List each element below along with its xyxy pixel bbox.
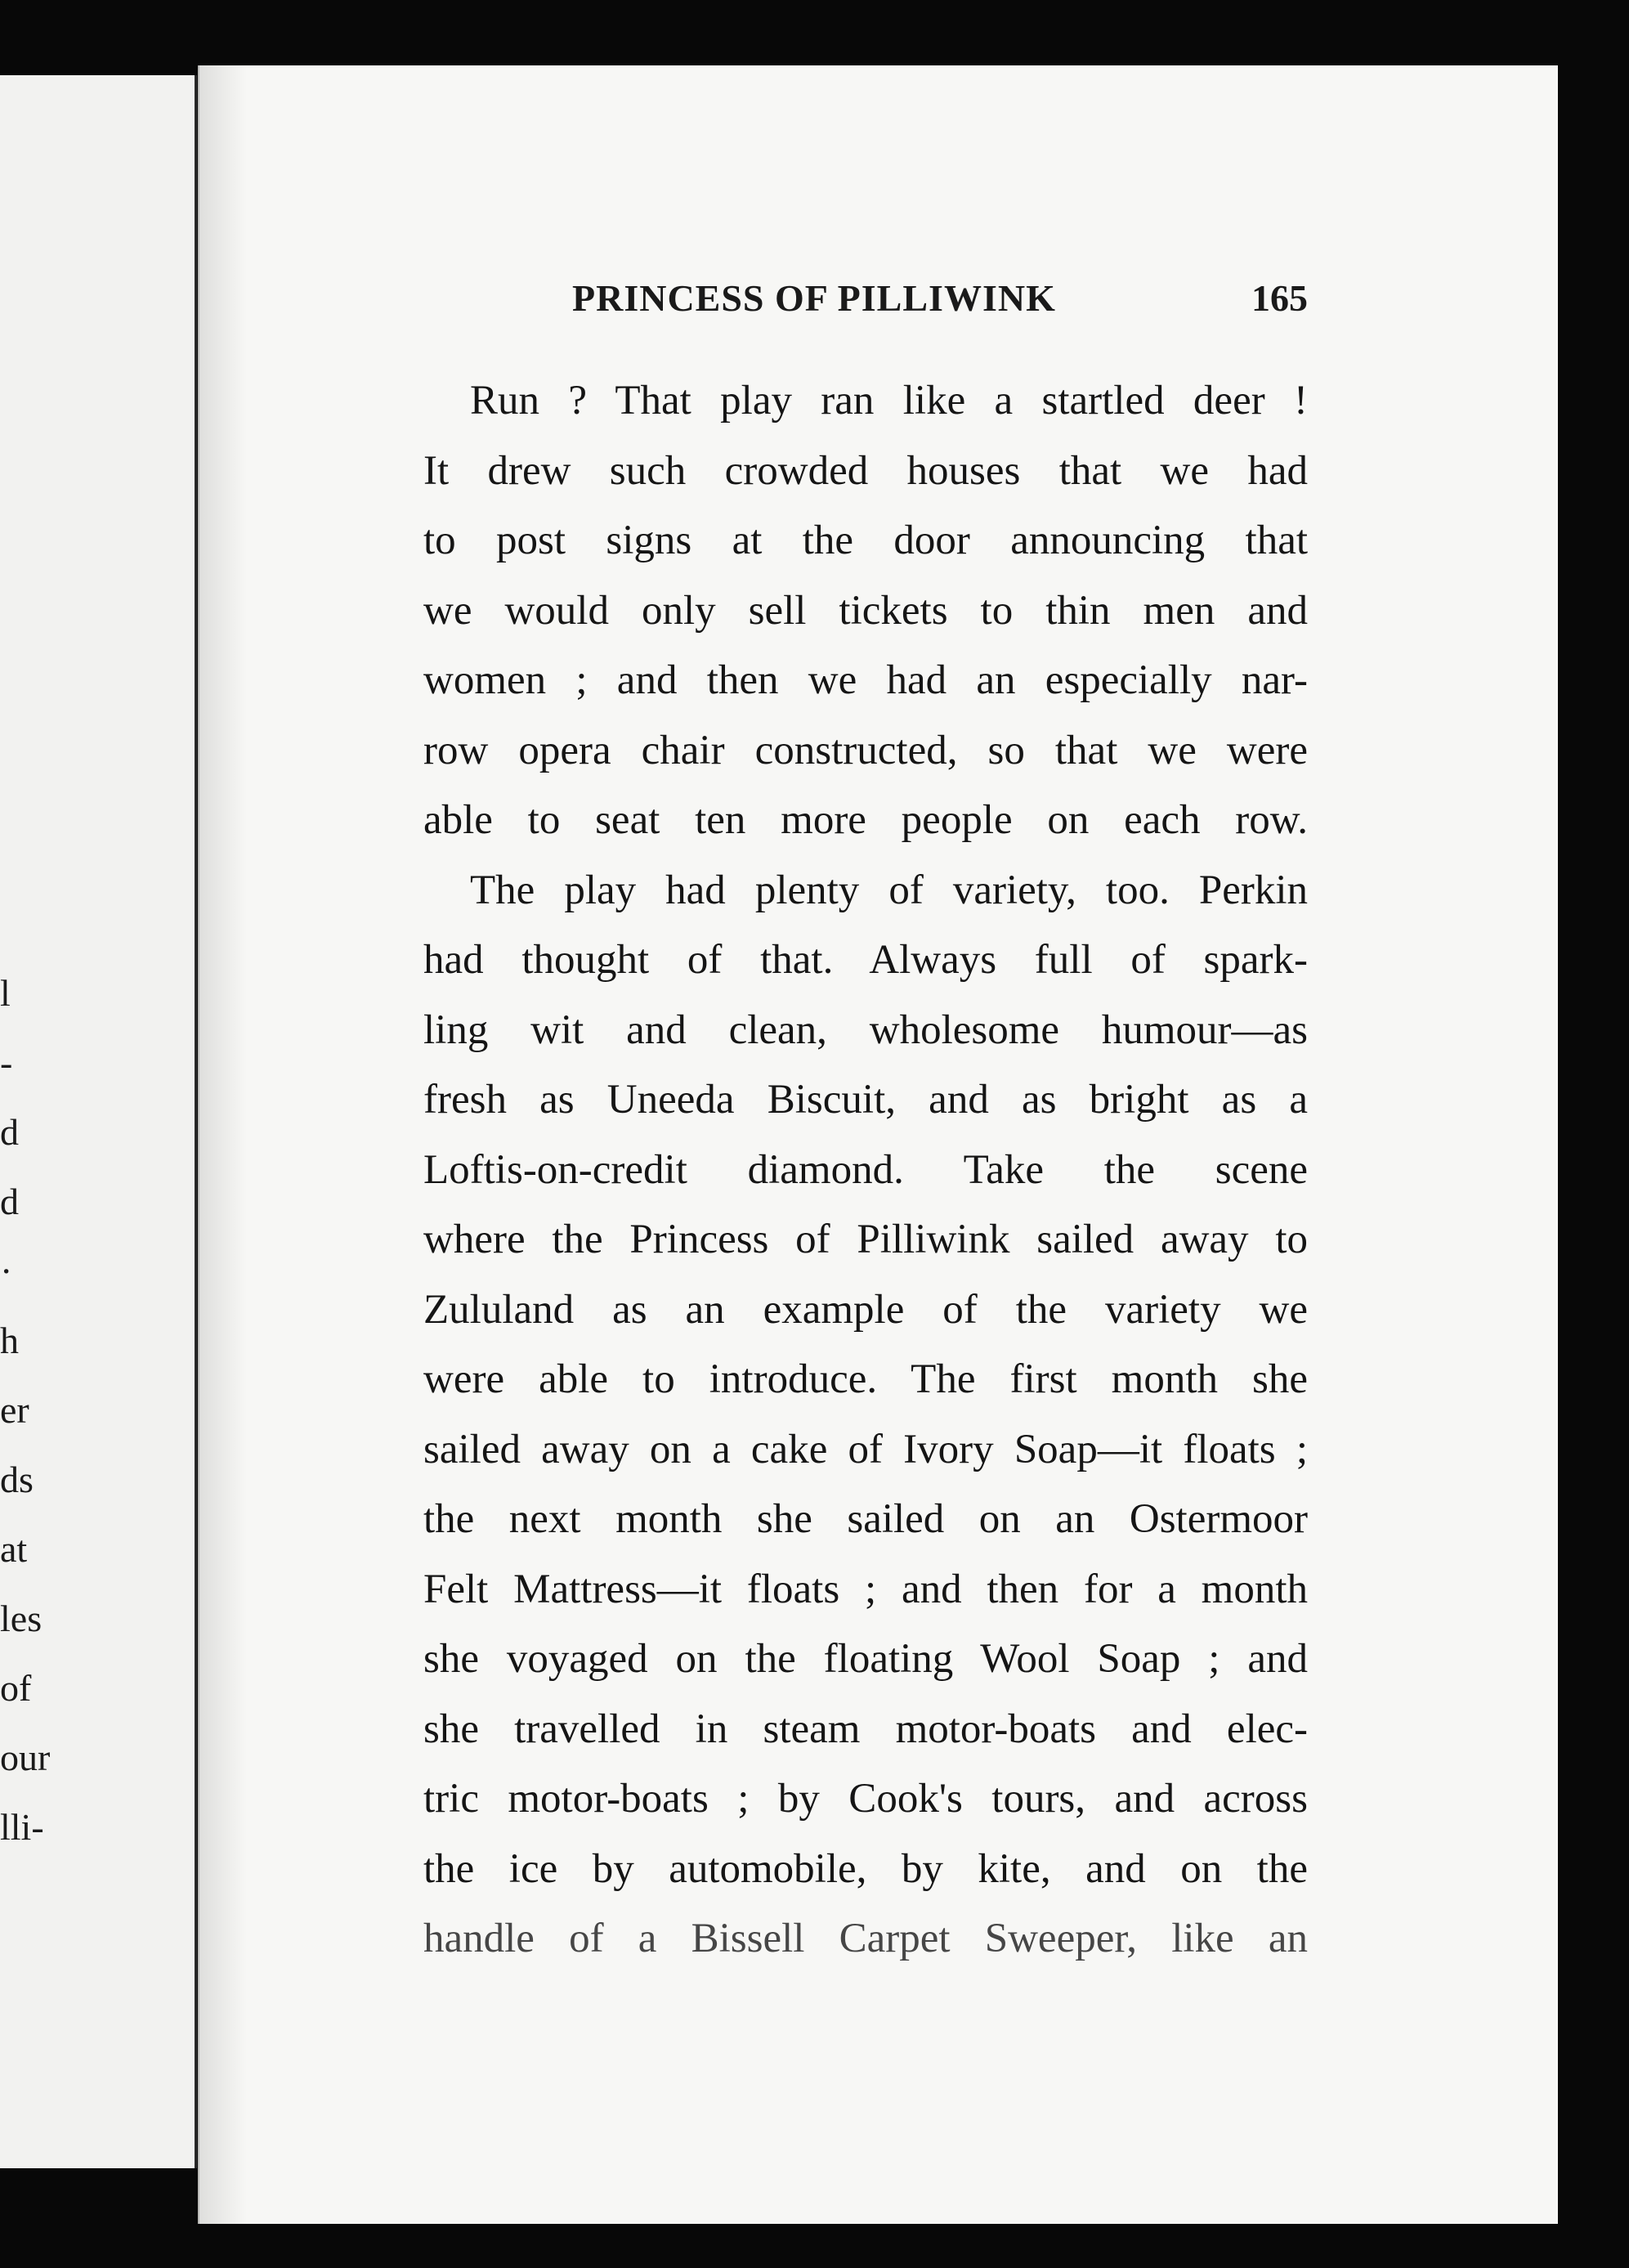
text-line: sailed away on a cake of Ivory Soap—it floats ;	[423, 1426, 1308, 1472]
body-text	[423, 366, 1308, 1974]
running-head	[572, 276, 1308, 325]
text-line: able to seat ten more people on each row.	[423, 797, 1308, 843]
gutter-shadow	[198, 65, 247, 2224]
text-line: row opera chair constructed, so that we were	[423, 727, 1308, 773]
text-line: had thought of that. Always full of spark-	[423, 937, 1308, 983]
left-page-fragment: d	[0, 1181, 19, 1222]
left-page-fragment: -	[0, 1042, 13, 1083]
text-line: she travelled in steam motor-boats and elec-	[423, 1705, 1308, 1752]
text-line: ling wit and clean, wholesome humour—as	[423, 1006, 1308, 1053]
text-line: were able to introduce. The first month she	[423, 1356, 1308, 1402]
text-line: the ice by automobile, by kite, and on the	[423, 1845, 1308, 1892]
text-line: handle of a Bissell Carpet Sweeper, like an	[423, 1916, 1308, 1961]
left-page-fragment: ds	[0, 1459, 34, 1500]
text-line: where the Princess of Pilliwink sailed away to	[423, 1217, 1308, 1262]
text-line: The play had plenty of variety, too. Perkin	[470, 867, 1308, 913]
text-line: Zululand as an example of the variety we	[423, 1286, 1308, 1333]
text-line: we would only sell tickets to thin men and	[423, 587, 1308, 634]
text-line: Loftis-on-credit diamond. Take the scene	[423, 1146, 1308, 1193]
text-line: fresh as Uneeda Biscuit, and as bright as a	[423, 1077, 1308, 1123]
text-line: It drew such crowded houses that we had	[423, 447, 1308, 494]
left-page-fragment: at	[0, 1528, 28, 1570]
left-page-fragment: d	[0, 1111, 19, 1153]
text-line: the next month she sailed on an Ostermoor	[423, 1496, 1308, 1542]
text-line: Felt Mattress—it floats ; and then for a month	[423, 1566, 1308, 1612]
text-line: Run ? That play ran like a startled deer !	[470, 378, 1308, 424]
left-page-fragment: lli-	[0, 1806, 44, 1848]
left-page-fragment: er	[0, 1389, 29, 1431]
left-page-fragment: our	[0, 1737, 51, 1778]
left-page-fragment: ·	[0, 1250, 13, 1292]
text-line: tric motor-boats ; by Cook's tours, and across	[423, 1776, 1308, 1822]
text-line: she voyaged on the floating Wool Soap ; and	[423, 1636, 1308, 1682]
left-page-fragment: l	[0, 972, 11, 1014]
text-line: women ; and then we had an especially nar-	[423, 657, 1308, 703]
page-number: 165	[1251, 277, 1308, 319]
text-line: to post signs at the door announcing that	[423, 518, 1308, 563]
left-page-fragment: h	[0, 1320, 19, 1361]
left-page-edge	[0, 75, 197, 2168]
running-title: PRINCESS OF PILLIWINK	[572, 277, 1056, 319]
left-page-fragment: of	[0, 1667, 32, 1709]
left-page-fragment: les	[0, 1598, 43, 1639]
